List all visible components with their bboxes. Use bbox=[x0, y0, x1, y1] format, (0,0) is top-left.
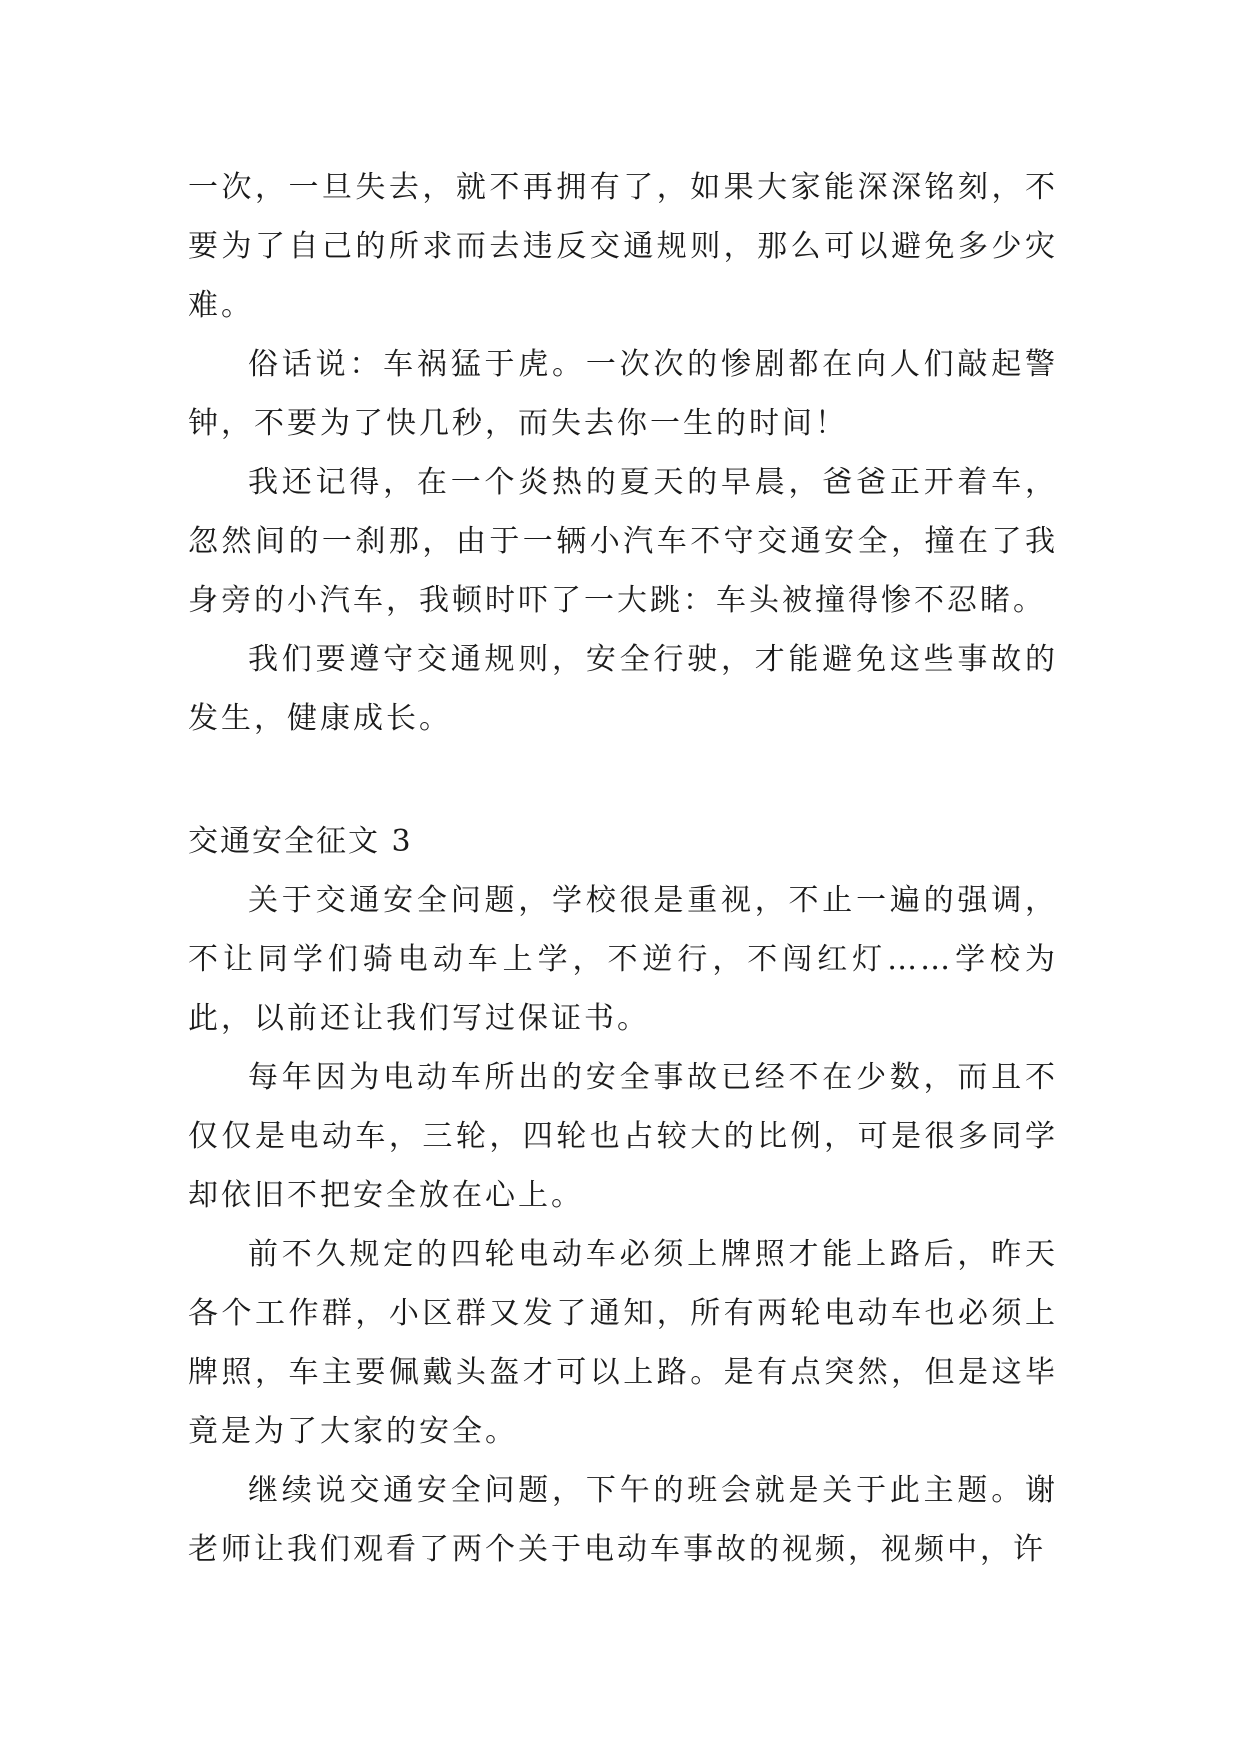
paragraph: 每年因为电动车所出的安全事故已经不在少数，而且不仅仅是电动车，三轮，四轮也占较大的比例，可是很多同学却依旧不把安全放在心上。 bbox=[188, 1060, 1058, 1213]
paragraph: 继续说交通安全问题，下午的班会就是关于此主题。谢老师让我们观看了两个关于电动车事故的视频，视频中，许 bbox=[188, 1473, 1058, 1567]
section-title: 交通安全征文 3 bbox=[188, 824, 413, 859]
paragraph: 俗话说：车祸猛于虎。一次次的惨剧都在向人们敲起警钟，不要为了快几秒，而失去你一生的时间！ bbox=[188, 347, 1058, 441]
document-body bbox=[188, 158, 1058, 1579]
paragraph: 关于交通安全问题，学校很是重视，不止一遍的强调，不让同学们骑电动车上学，不逆行，不闯红灯……学校为此，以前还让我们写过保证书。 bbox=[188, 883, 1058, 1036]
paragraph: 前不久规定的四轮电动车必须上牌照才能上路后，昨天各个工作群，小区群又发了通知，所有两轮电动车也必须上牌照，车主要佩戴头盔才可以上路。是有点突然，但是这毕竟是为了大家的安全。 bbox=[188, 1237, 1058, 1449]
paragraph: 我们要遵守交通规则，安全行驶，才能避免这些事故的发生，健康成长。 bbox=[188, 642, 1058, 736]
paragraph-continued: 一次，一旦失去，就不再拥有了，如果大家能深深铭刻，不要为了自己的所求而去违反交通规则，那么可以避免多少灾难。 bbox=[188, 170, 1058, 323]
paragraph: 我还记得，在一个炎热的夏天的早晨，爸爸正开着车，忽然间的一刹那，由于一辆小汽车不守交通安全，撞在了我身旁的小汽车，我顿时吓了一大跳：车头被撞得惨不忍睹。 bbox=[188, 465, 1058, 618]
